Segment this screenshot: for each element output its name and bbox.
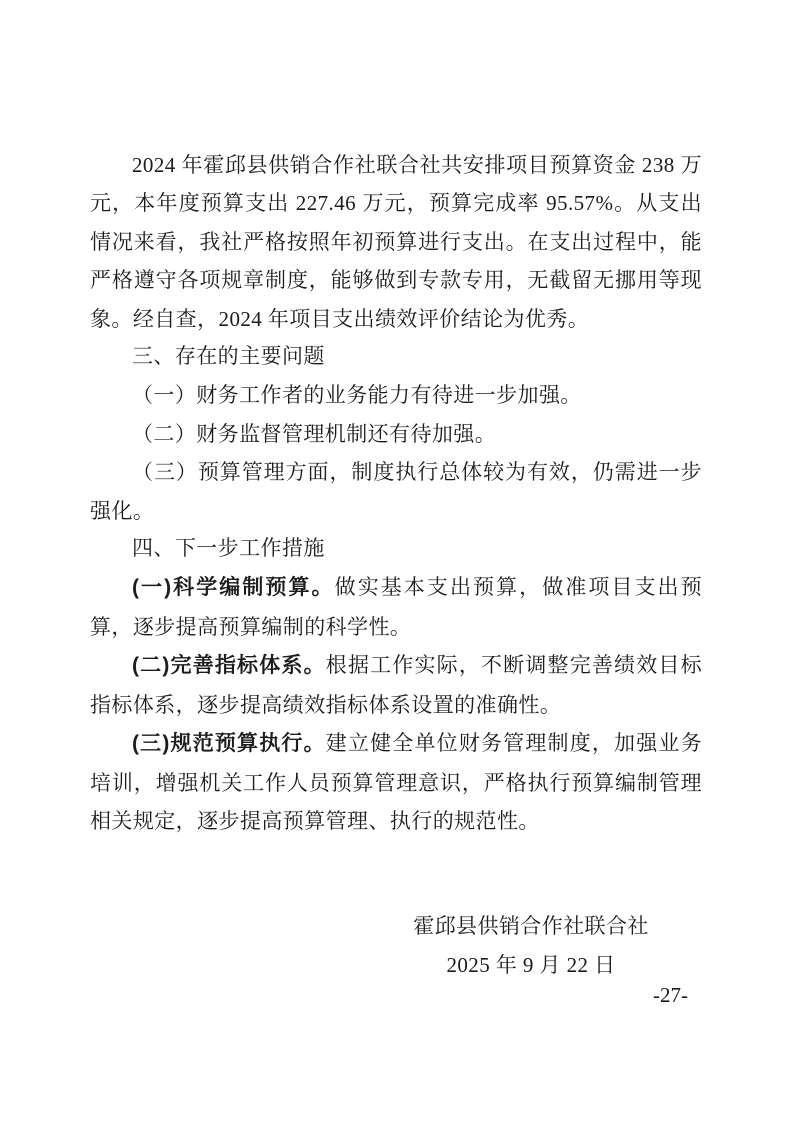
signature-organization: 霍邱县供销合作社联合社 bbox=[413, 914, 649, 939]
section-4-item-3-lead: (三)规范预算执行。 bbox=[132, 732, 326, 756]
section-4-item-2-text: 根据工作实际，不断调整完善绩效目标指标体系，逐步提高绩效指标体系设置的准确性。 bbox=[90, 653, 703, 717]
section-3-item-3: （三）预算管理方面，制度执行总体较为有效，仍需进一步强化。 bbox=[90, 460, 702, 523]
section-4-item-1-text: 做实基本支出预算，做准项目支出预算，逐步提高预算编制的科学性。 bbox=[90, 575, 702, 639]
section-4-item-2 bbox=[90, 646, 702, 724]
section-3-item-1: （一）财务工作者的业务能力有待进一步加强。 bbox=[132, 383, 582, 408]
section-3-heading: 三、存在的主要问题 bbox=[132, 345, 325, 369]
signature-block bbox=[331, 907, 731, 984]
section-3-item-2: （二）财务监督管理机制还有待加强。 bbox=[132, 421, 497, 446]
page-number: -27- bbox=[653, 983, 688, 1007]
intro-paragraph: 2024 年霍邱县供销合作社联合社共安排项目预算资金 238 万元，本年度预算支出 227.46 万元，预算完成率 95.57%。从支出情况来看，我社严格按照年初预算进行支出。在支出过程中，能严格遵守各项规章制度，能够做到专款专用，无截留无挪用等现象。经自查，2024 年项目支出绩效评价结论为优秀。 bbox=[90, 153, 702, 331]
section-4-item-2-lead: (二)完善指标体系。 bbox=[132, 654, 326, 678]
section-4-heading: 四、下一步工作措施 bbox=[132, 537, 325, 561]
signature-date: 2025 年 9 月 22 日 bbox=[446, 952, 616, 977]
document-body bbox=[90, 146, 702, 984]
section-4-item-3-text: 建立健全单位财务管理制度，加强业务培训，增强机关工作人员预算管理意识，严格执行预算编制管理相关规定，逐步提高预算管理、执行的规范性。 bbox=[90, 731, 703, 833]
section-4-item-3 bbox=[90, 724, 702, 840]
section-4-item-1 bbox=[90, 568, 702, 646]
section-4-item-1-lead: (一)科学编制预算。 bbox=[132, 576, 335, 600]
